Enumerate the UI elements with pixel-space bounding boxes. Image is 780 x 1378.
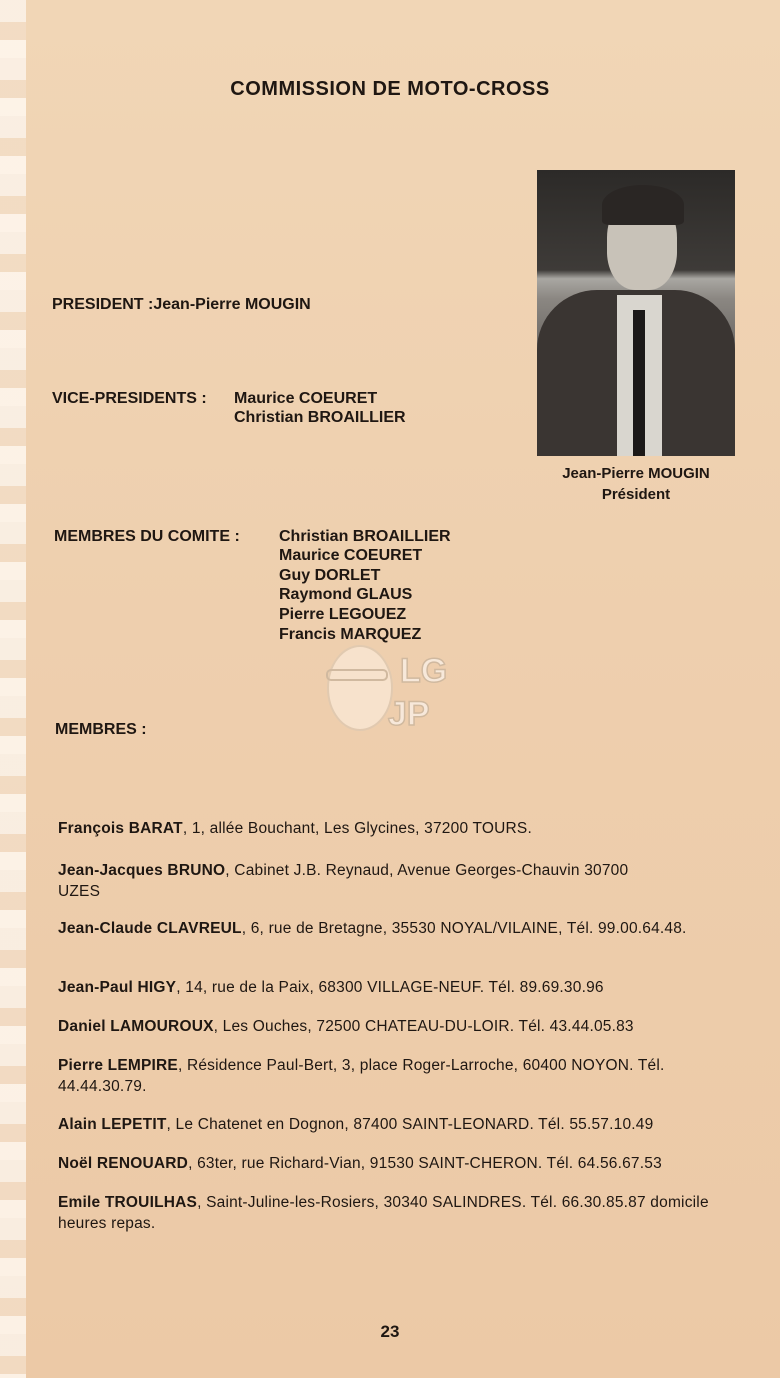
- member-name: Emile TROUILHAS: [58, 1194, 198, 1211]
- member-entry: [58, 860, 658, 902]
- committee-member: Raymond GLAUS: [279, 586, 413, 603]
- members-label: MEMBRES :: [55, 721, 147, 738]
- photo-tie: [633, 310, 645, 456]
- member-details: , 6, rue de Bretagne, 35530 NOYAL/VILAINE, Tél. 99.00.64.48.: [241, 920, 687, 937]
- member-name: Noël RENOUARD: [58, 1155, 189, 1172]
- member-entry: [58, 1153, 748, 1174]
- member-name: François BARAT: [58, 820, 183, 837]
- photo-caption-role: Président: [601, 486, 671, 503]
- member-details: , 1, allée Bouchant, Les Glycines, 37200 TOURS.: [182, 820, 532, 837]
- committee-label: MEMBRES DU COMITE :: [54, 528, 240, 545]
- member-entry: [58, 1055, 748, 1097]
- member-details: , Cabinet J.B. Reynaud, Avenue Georges-Chauvin 30700 UZES: [58, 862, 629, 900]
- member-name: Alain LEPETIT: [58, 1116, 167, 1133]
- member-details: , Résidence Paul-Bert, 3, place Roger-Larroche, 60400 NOYON. Tél. 44.44.30.79.: [58, 1057, 665, 1095]
- member-entry: [58, 1016, 748, 1037]
- member-name: Pierre LEMPIRE: [58, 1057, 178, 1074]
- member-details: , 14, rue de la Paix, 68300 VILLAGE-NEUF. Tél. 89.69.30.96: [176, 979, 604, 996]
- committee-member: Guy DORLET: [279, 567, 381, 584]
- page-number: 23: [380, 1322, 400, 1341]
- photo-hair: [602, 185, 684, 225]
- watermark-logo: [322, 640, 462, 740]
- committee-member: Pierre LEGOUEZ: [279, 606, 407, 623]
- member-details: , Les Ouches, 72500 CHATEAU-DU-LOIR. Tél. 43.44.05.83: [213, 1018, 634, 1035]
- committee-member: Christian BROAILLIER: [279, 528, 451, 545]
- photo-caption-name: Jean-Pierre MOUGIN: [562, 465, 710, 482]
- committee-member: Maurice COEURET: [279, 547, 423, 564]
- member-details: , 63ter, rue Richard-Vian, 91530 SAINT-CHERON. Tél. 64.56.67.53: [188, 1155, 662, 1172]
- member-entry: [58, 818, 748, 839]
- member-name: Daniel LAMOUROUX: [58, 1018, 214, 1035]
- svg-text:LG: LG: [400, 652, 448, 690]
- member-details: , Le Chatenet en Dognon, 87400 SAINT-LEONARD. Tél. 55.57.10.49: [166, 1116, 654, 1133]
- svg-text:JP: JP: [388, 695, 430, 733]
- member-entry: [58, 918, 748, 939]
- member-entry: [58, 977, 748, 998]
- president-line: [52, 296, 311, 314]
- member-name: Jean-Paul HIGY: [58, 979, 177, 996]
- vice-president-name: Maurice COEURET: [234, 390, 378, 407]
- vice-president-name: Christian BROAILLIER: [234, 409, 406, 426]
- torn-page-edge: [0, 0, 26, 1378]
- president-name: Jean-Pierre MOUGIN: [153, 296, 311, 313]
- president-photo: [537, 170, 735, 456]
- member-name: Jean-Claude CLAVREUL: [58, 920, 242, 937]
- member-entry: [58, 1192, 748, 1234]
- member-details: , Saint-Juline-les-Rosiers, 30340 SALINDRES. Tél. 66.30.85.87 domicile heures repas.: [58, 1194, 709, 1232]
- committee-member: Francis MARQUEZ: [279, 626, 422, 643]
- page-title: COMMISSION DE MOTO-CROSS: [230, 78, 550, 100]
- vice-presidents-label: VICE-PRESIDENTS :: [52, 390, 207, 407]
- member-entry: [58, 1114, 748, 1135]
- member-name: Jean-Jacques BRUNO: [58, 862, 226, 879]
- president-label: PRESIDENT :: [52, 296, 154, 313]
